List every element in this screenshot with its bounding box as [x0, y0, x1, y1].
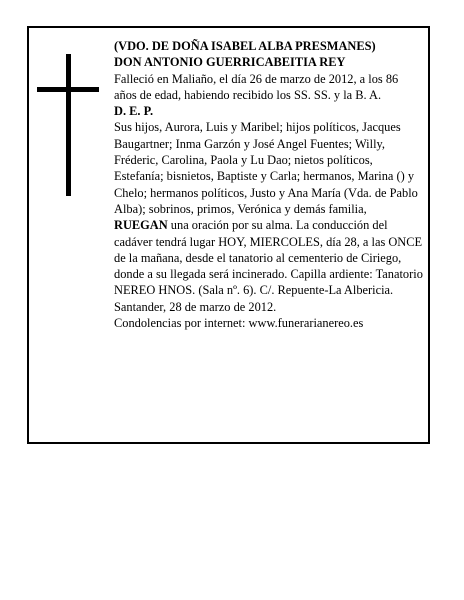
death-info: Falleció en Maliaño, el día 26 de marzo de 2012, a los 86 años de edad, habiendo recibido los SS. SS. y la B. A.	[114, 71, 399, 102]
condolences-line: Condolencias por internet: www.funerarianereo.es	[114, 316, 364, 331]
cross-horizontal-bar	[37, 87, 99, 92]
ruegan-paragraph	[114, 217, 424, 298]
cross-vertical-bar	[66, 54, 71, 196]
family-list: Sus hijos, Aurora, Luis y Maribel; hijos políticos, Jacques Baugartner; Inma Garzón y José Angel Fuentes; Willy, Fréderic, Carolina, Paola y Lu Dao; nietos políticos, Estefanía; bisnietos, Baptiste y Carla; hermanos, Marina () y Chelo; hermanos políticos, Justo y Ana María (Vda. de Pablo Alba); sobrinos, primos, Verónica y demás familia,	[114, 120, 418, 216]
obituary-text	[114, 38, 424, 331]
place-date: Santander, 28 de marzo de 2012.	[114, 299, 277, 314]
widow-line: (VDO. DE DOÑA ISABEL ALBA PRESMANES)	[114, 39, 376, 53]
rip-line: D. E. P.	[114, 104, 154, 119]
deceased-name: DON ANTONIO GUERRICABEITIA REY	[114, 55, 346, 70]
ruegan-word: RUEGAN	[114, 218, 168, 233]
ruegan-text: una oración por su alma. La conducción del cadáver tendrá lugar HOY, MIERCOLES, día 28, a las ONCE de la mañana, desde el tanatorio al cementerio de Ciriego, donde a su llegada será incinerado. Capilla ardiente: Tanatorio NEREO HNOS. (Sala nº. 6). C/. Repuente-La Albericia.	[114, 218, 423, 298]
